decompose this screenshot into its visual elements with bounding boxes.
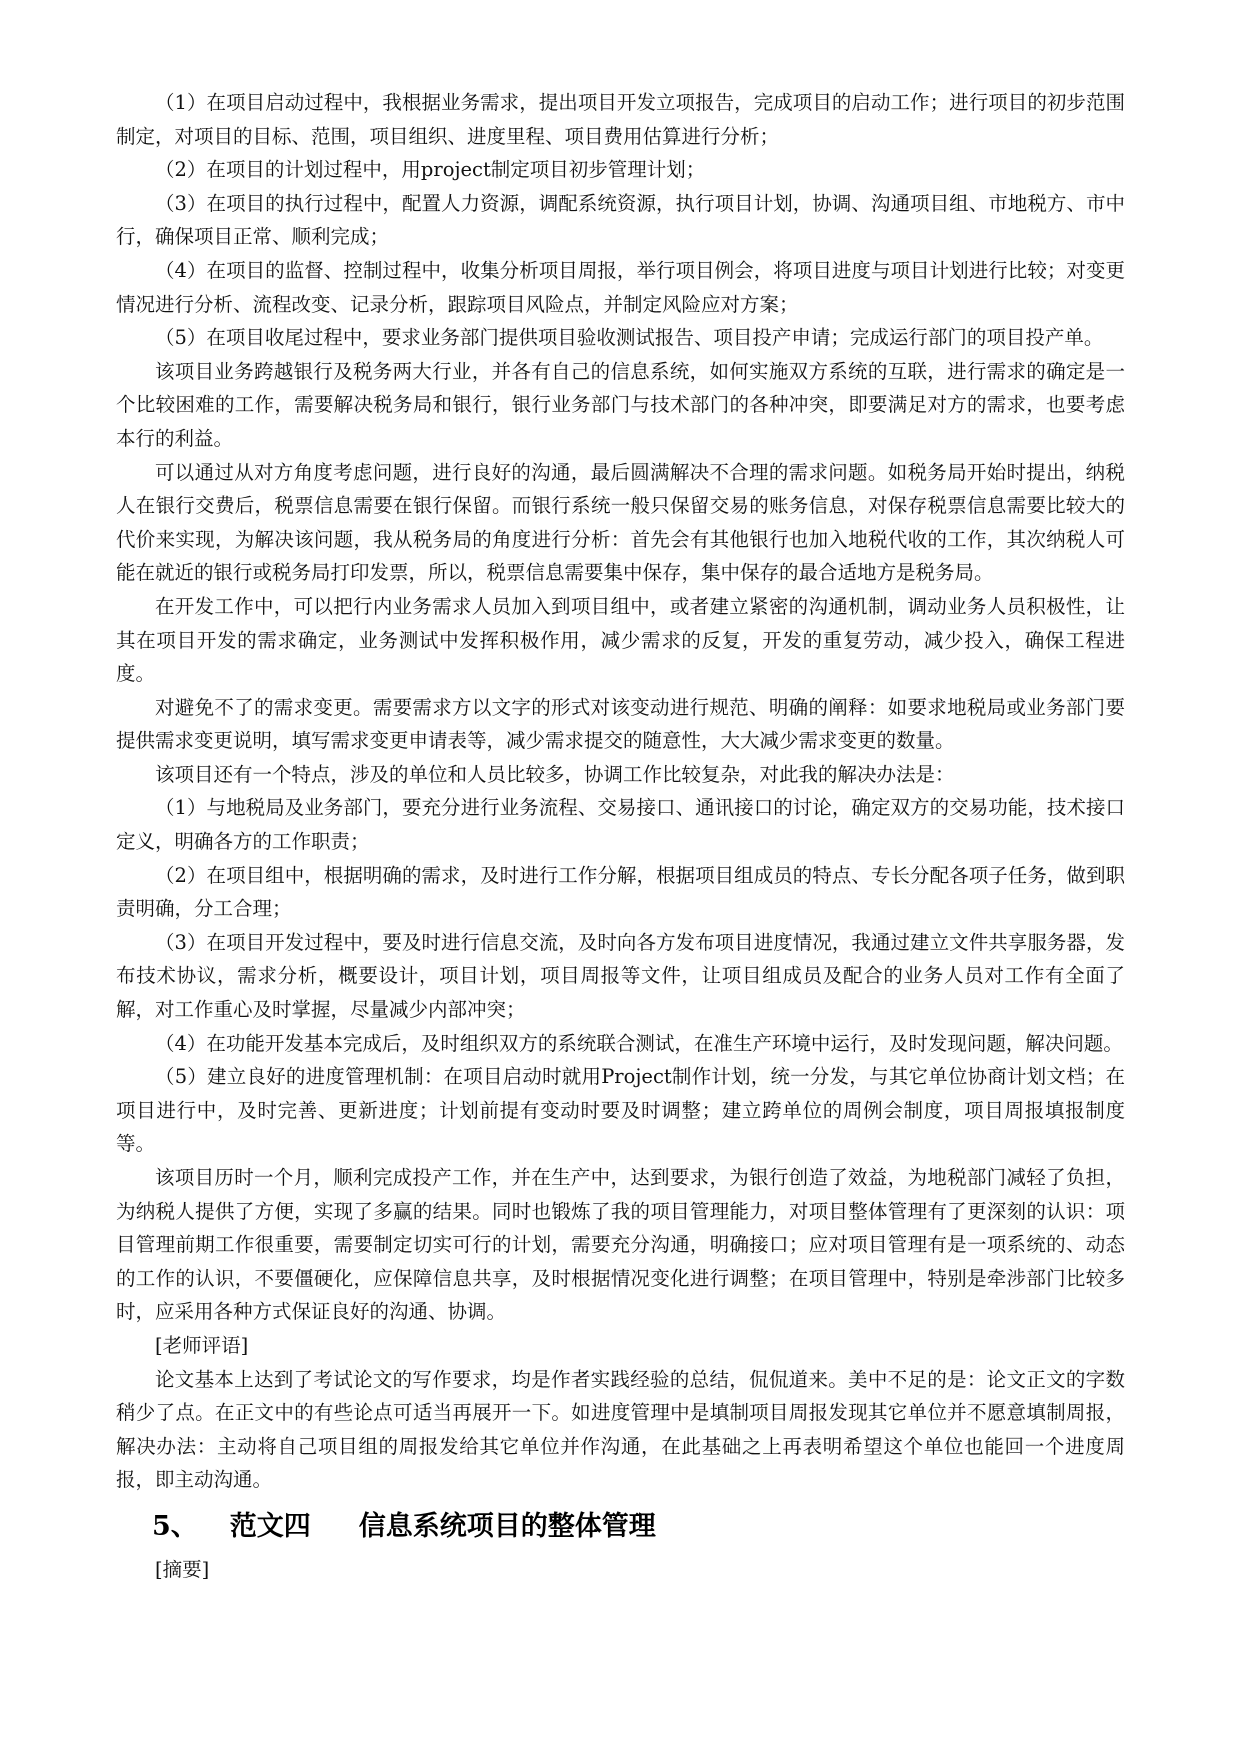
paragraph: （4）在功能开发基本完成后，及时组织双方的系统联合测试，在准生产环境中运行，及时发现问题，解决问题。 <box>155 1031 1123 1055</box>
teacher-comment: 论文基本上达到了考试论文的写作要求，均是作者实践经验的总结，侃侃道来。美中不足的是：论文正文的字数稍少了点。在正文中的有些论点可适当再展开一下。如进度管理中是填制项目周报发现其它单位并不愿意填制周报，解决办法：主动将自己项目组的周报发给其它单位并作沟通，在此基础之上再表明希望这个单位也能回一个进度周报，即主动沟通。 <box>116 1367 1125 1492</box>
paragraph: 对避免不了的需求变更。需要需求方以文字的形式对该变动进行规范、明确的阐释：如要求地税局或业务部门要提供需求变更说明，填写需求变更申请表等，减少需求提交的随意性，大大减少需求变更的数量。 <box>116 695 1125 753</box>
paragraph: 该项目还有一个特点，涉及的单位和人员比较多，协调工作比较复杂，对此我的解决办法是： <box>155 762 955 786</box>
section-number: 5、 <box>152 1510 198 1542</box>
section-title: 信息系统项目的整体管理 <box>358 1510 656 1542</box>
abstract-label: [摘要] <box>155 1557 210 1581</box>
section-label: 范文四 <box>229 1510 311 1542</box>
paragraph: （1）与地税局及业务部门，要充分进行业务流程、交易接口、通讯接口的讨论，确定双方的交易功能，技术接口定义，明确各方的工作职责； <box>116 796 1125 854</box>
paragraph: （5）在项目收尾过程中，要求业务部门提供项目验收测试报告、项目投产申请；完成运行部门的项目投产单。 <box>155 326 1104 350</box>
paragraph: 可以通过从对方角度考虑问题，进行良好的沟通，最后圆满解决不合理的需求问题。如税务局开始时提出，纳税人在银行交费后，税票信息需要在银行保留。而银行系统一般只保留交易的账务信息，对保存税票信息需要比较大的代价来实现，为解决该问题，我从税务局的角度进行分析：首先会有其他银行也加入地税代收的工作，其次纳税人可能在就近的银行或税务局打印发票，所以，税票信息需要集中保存，集中保存的最合适地方是税务局。 <box>116 460 1125 585</box>
paragraph: （3）在项目的执行过程中，配置人力资源，调配系统资源，执行项目计划，协调、沟通项目组、市地税方、市中行，确保项目正常、顺利完成； <box>116 191 1125 249</box>
paragraph: （5）建立良好的进度管理机制：在项目启动时就用Project制作计划，统一分发，与其它单位协商计划文档；在项目进行中，及时完善、更新进度；计划前提有变动时要及时调整；建立跨单位的周例会制度，项目周报填报制度等。 <box>116 1065 1125 1156</box>
section-heading <box>116 1505 1125 1549</box>
paragraph: 在开发工作中，可以把行内业务需求人员加入到项目组中，或者建立紧密的沟通机制，调动业务人员积极性，让其在项目开发的需求确定，业务测试中发挥积极作用，减少需求的反复，开发的重复劳动，减少投入，确保工程进度。 <box>116 594 1125 686</box>
paragraph: （3）在项目开发过程中，要及时进行信息交流，及时向各方发布项目进度情况，我通过建立文件共享服务器，发布技术协议，需求分析，概要设计，项目计划，项目周报等文件，让项目组成员及配合的业务人员对工作有全面了解，对工作重心及时掌握，尽量减少内部冲突； <box>116 930 1125 1022</box>
paragraph: （4）在项目的监督、控制过程中，收集分析项目周报，举行项目例会，将项目进度与项目计划进行比较；对变更情况进行分析、流程改变、记录分析，跟踪项目风险点，并制定风险应对方案； <box>116 258 1125 316</box>
teacher-comment-label: [老师评语] <box>155 1333 249 1357</box>
paragraph: （2）在项目组中，根据明确的需求，及时进行工作分解，根据项目组成员的特点、专长分配各项子任务，做到职责明确，分工合理； <box>116 863 1125 921</box>
paragraph: （2）在项目的计划过程中，用project制定项目初步管理计划； <box>155 158 706 182</box>
paragraph: 该项目业务跨越银行及税务两大行业，并各有自己的信息系统，如何实施双方系统的互联，进行需求的确定是一个比较困难的工作，需要解决税务局和银行，银行业务部门与技术部门的各种冲突，即要满足对方的需求，也要考虑本行的利益。 <box>116 359 1125 450</box>
paragraph: （1）在项目启动过程中，我根据业务需求，提出项目开发立项报告，完成项目的启动工作；进行项目的初步范围制定，对项目的目标、范围，项目组织、进度里程、项目费用估算进行分析； <box>116 91 1125 148</box>
paragraph: 该项目历时一个月，顺利完成投产工作，并在生产中，达到要求，为银行创造了效益，为地税部门减轻了负担，为纳税人提供了方便，实现了多赢的结果。同时也锻炼了我的项目管理能力，对项目整体管理有了更深刻的认识：项目管理前期工作很重要，需要制定切实可行的计划，需要充分沟通，明确接口；应对项目管理有是一项系统的、动态的工作的认识，不要僵硬化，应保障信息共享，及时根据情况变化进行调整；在项目管理中，特别是牵涉部门比较多时，应采用各种方式保证良好的沟通、协调。 <box>116 1166 1125 1324</box>
document-body <box>116 86 1125 1587</box>
